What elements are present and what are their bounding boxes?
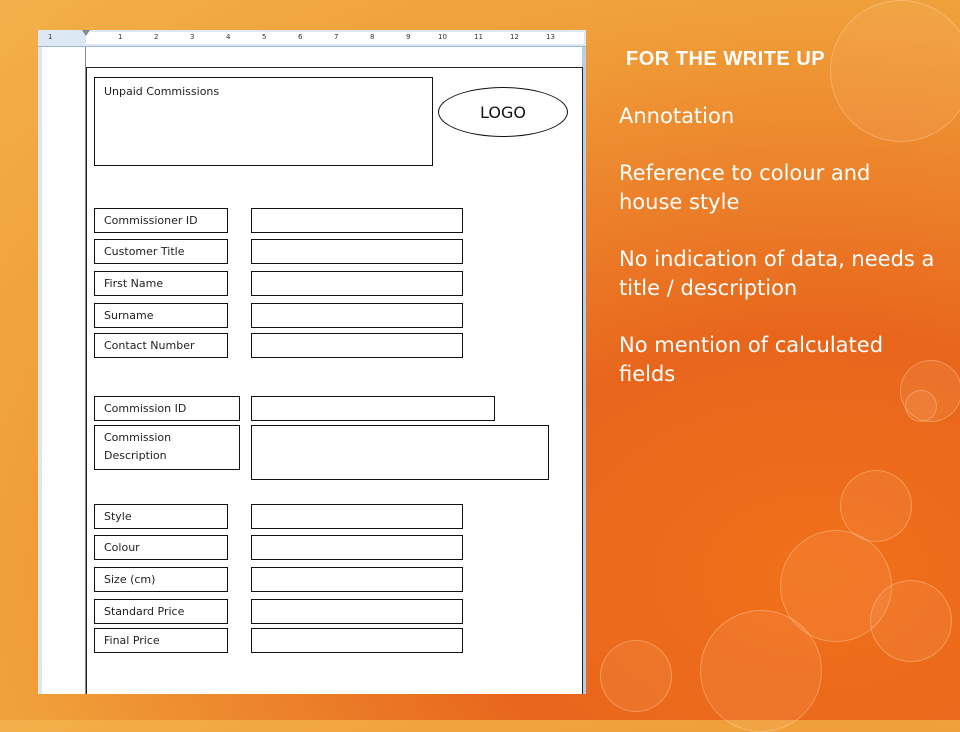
document-screenshot bbox=[38, 30, 586, 694]
label-standard-price bbox=[94, 599, 228, 624]
ruler-label: 5 bbox=[262, 33, 267, 41]
label-text: Colour bbox=[104, 541, 140, 554]
decor-bubble bbox=[700, 610, 822, 732]
logo-text: LOGO bbox=[480, 102, 526, 122]
horizontal-ruler bbox=[38, 30, 586, 47]
label-first-name bbox=[94, 271, 228, 296]
ruler-label: 3 bbox=[190, 33, 195, 41]
ruler-label: 6 bbox=[298, 33, 303, 41]
label-final-price bbox=[94, 628, 228, 653]
field-customer-title[interactable] bbox=[251, 239, 463, 264]
label-text: First Name bbox=[104, 277, 164, 290]
field-final-price[interactable] bbox=[251, 628, 463, 653]
ruler-label: 7 bbox=[334, 33, 339, 41]
notes-list bbox=[619, 102, 939, 417]
ruler-label: 12 bbox=[510, 33, 519, 41]
ruler-label: 1 bbox=[118, 33, 123, 41]
decor-bubble bbox=[870, 580, 952, 662]
label-style bbox=[94, 504, 228, 529]
label-text: Contact Number bbox=[104, 339, 195, 352]
field-standard-price[interactable] bbox=[251, 599, 463, 624]
field-first-name[interactable] bbox=[251, 271, 463, 296]
field-commission-id[interactable] bbox=[251, 396, 495, 421]
field-contact-number[interactable] bbox=[251, 333, 463, 358]
field-size[interactable] bbox=[251, 567, 463, 592]
decor-bubble bbox=[840, 470, 912, 542]
label-commission-id bbox=[94, 396, 240, 421]
title-box-text: Unpaid Commissions bbox=[104, 85, 220, 98]
note-item: No indication of data, needs a title / description bbox=[619, 247, 935, 300]
label-text: Standard Price bbox=[104, 605, 185, 618]
label-text: Size (cm) bbox=[104, 573, 156, 586]
label-surname bbox=[94, 303, 228, 328]
ruler-label: 4 bbox=[226, 33, 231, 41]
note-item: No mention of calculated fields bbox=[619, 333, 884, 386]
field-commissioner-id[interactable] bbox=[251, 208, 463, 233]
field-commission-description[interactable] bbox=[251, 425, 549, 480]
note-item: Annotation bbox=[619, 104, 735, 128]
label-commissioner-id bbox=[94, 208, 228, 233]
label-colour bbox=[94, 535, 228, 560]
document-page bbox=[42, 47, 582, 694]
label-text: Commission Description bbox=[104, 431, 172, 462]
logo-placeholder bbox=[438, 87, 568, 137]
indent-marker-icon[interactable] bbox=[82, 30, 90, 36]
label-text: Commission ID bbox=[104, 402, 187, 415]
label-commission-description bbox=[94, 425, 240, 470]
ruler-label: 1 bbox=[48, 33, 53, 41]
ruler-label: 13 bbox=[546, 33, 555, 41]
decor-bubble bbox=[600, 640, 672, 712]
ruler-label: 10 bbox=[438, 33, 447, 41]
ruler-label: 9 bbox=[406, 33, 411, 41]
label-size bbox=[94, 567, 228, 592]
slide-heading: FOR THE WRITE UP bbox=[626, 48, 826, 70]
note-item: Reference to colour and house style bbox=[619, 161, 871, 214]
field-colour[interactable] bbox=[251, 535, 463, 560]
label-text: Surname bbox=[104, 309, 154, 322]
field-style[interactable] bbox=[251, 504, 463, 529]
ruler-label: 8 bbox=[370, 33, 375, 41]
label-text: Final Price bbox=[104, 634, 160, 647]
label-contact-number bbox=[94, 333, 228, 358]
field-surname[interactable] bbox=[251, 303, 463, 328]
label-customer-title bbox=[94, 239, 228, 264]
label-text: Commissioner ID bbox=[104, 214, 198, 227]
ruler-label: 2 bbox=[154, 33, 159, 41]
ruler-label: 11 bbox=[474, 33, 483, 41]
label-text: Customer Title bbox=[104, 245, 185, 258]
title-box bbox=[94, 77, 433, 166]
label-text: Style bbox=[104, 510, 132, 523]
